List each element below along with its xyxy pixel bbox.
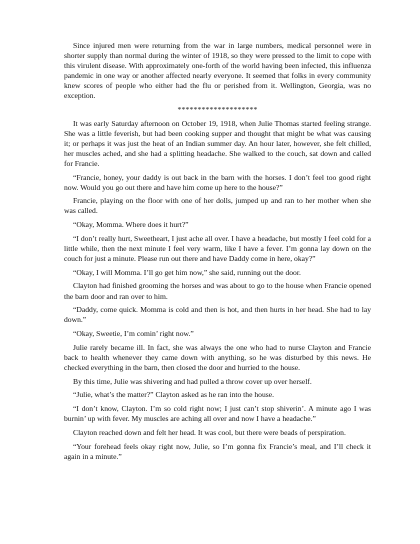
paragraph-1: Since injured men were returning from the war in large numbers, medical personnel were in shorter supply than normal during the winter of 1918, so they were pressed to the limit to cope with this virulent disease. With approximately one-forth of the world having been infected, this influenza pandemic in one way or another affected nearly everyone. It seemed that folks in every community knew scores of people who either had the flu or perished from it. Wellington, Georgia, was no exception.: [64, 41, 371, 101]
paragraph-14: “I don’t know, Clayton. I’m so cold right now; I just can’t stop shiverin’. A minute ago I was burnin’ up with fever. My muscles are aching all over and now I have a headache.”: [64, 404, 371, 424]
paragraph-3: “Francie, honey, your daddy is out back in the barn with the horses. I don’t feel too good right now. Would you go out there and have him come up here to the house?”: [64, 172, 371, 192]
paragraph-7: “Okay, I will Momma. I’ll go get him now,” she said, running out the door.: [73, 267, 301, 277]
paragraph-8: Clayton had finished grooming the horses and was about to go to the house when Francie opened the barn door and ran over to him.: [64, 281, 371, 301]
paragraph-4: Francie, playing on the floor with one of her dolls, jumped up and ran to her mother when she was called.: [64, 196, 371, 216]
paragraph-15: Clayton reached down and felt her head. It was cool, but there were beads of perspiration.: [73, 427, 346, 437]
paragraph-10: “Okay, Sweetie, I’m comin’ right now.”: [73, 329, 194, 339]
paragraph-5: “Okay, Momma. Where does it hurt?”: [73, 220, 189, 230]
paragraph-13: “Julie, what’s the matter?” Clayton asked as he ran into the house.: [73, 390, 274, 400]
paragraph-2: It was early Saturday afternoon on October 19, 1918, when Julie Thomas started feeling strange. She was a little feverish, but had been cooking supper and thought that might be what was causing it; or perhaps it was just the heat of an Indian summer day. An hour later, however, she felt chilled, her muscles ached, and she had a splitting headache. She walked to the couch, sat down and called for Francie.: [64, 118, 371, 168]
section-separator: ********************: [177, 104, 258, 114]
paragraph-11: Julie rarely became ill. In fact, she was always the one who had to nurse Clayton and Francie back to health whenever they came down with anything, so he was disturbed by this news. He checked everything in the barn, then closed the door and hurried to the house.: [64, 342, 371, 372]
paragraph-6: “I don’t really hurt, Sweetheart, I just ache all over. I have a headache, but mostly I feel cold for a little while, then the next minute I feel very warm, like I have a fever. I’m gonna lay down on the couch for just a minute. Please run out there and have Daddy come in here, okay?”: [64, 233, 371, 264]
paragraph-16: “Your forehead feels okay right now, Julie, so I’m gonna fix Francie’s meal, and I’ll check it again in a minute.”: [64, 441, 371, 461]
paragraph-12: By this time, Julie was shivering and had pulled a throw cover up over herself.: [73, 376, 312, 386]
paragraph-9: “Daddy, come quick. Momma is cold and then is hot, and then hurts in her head. She had to lay down.”: [64, 305, 371, 325]
